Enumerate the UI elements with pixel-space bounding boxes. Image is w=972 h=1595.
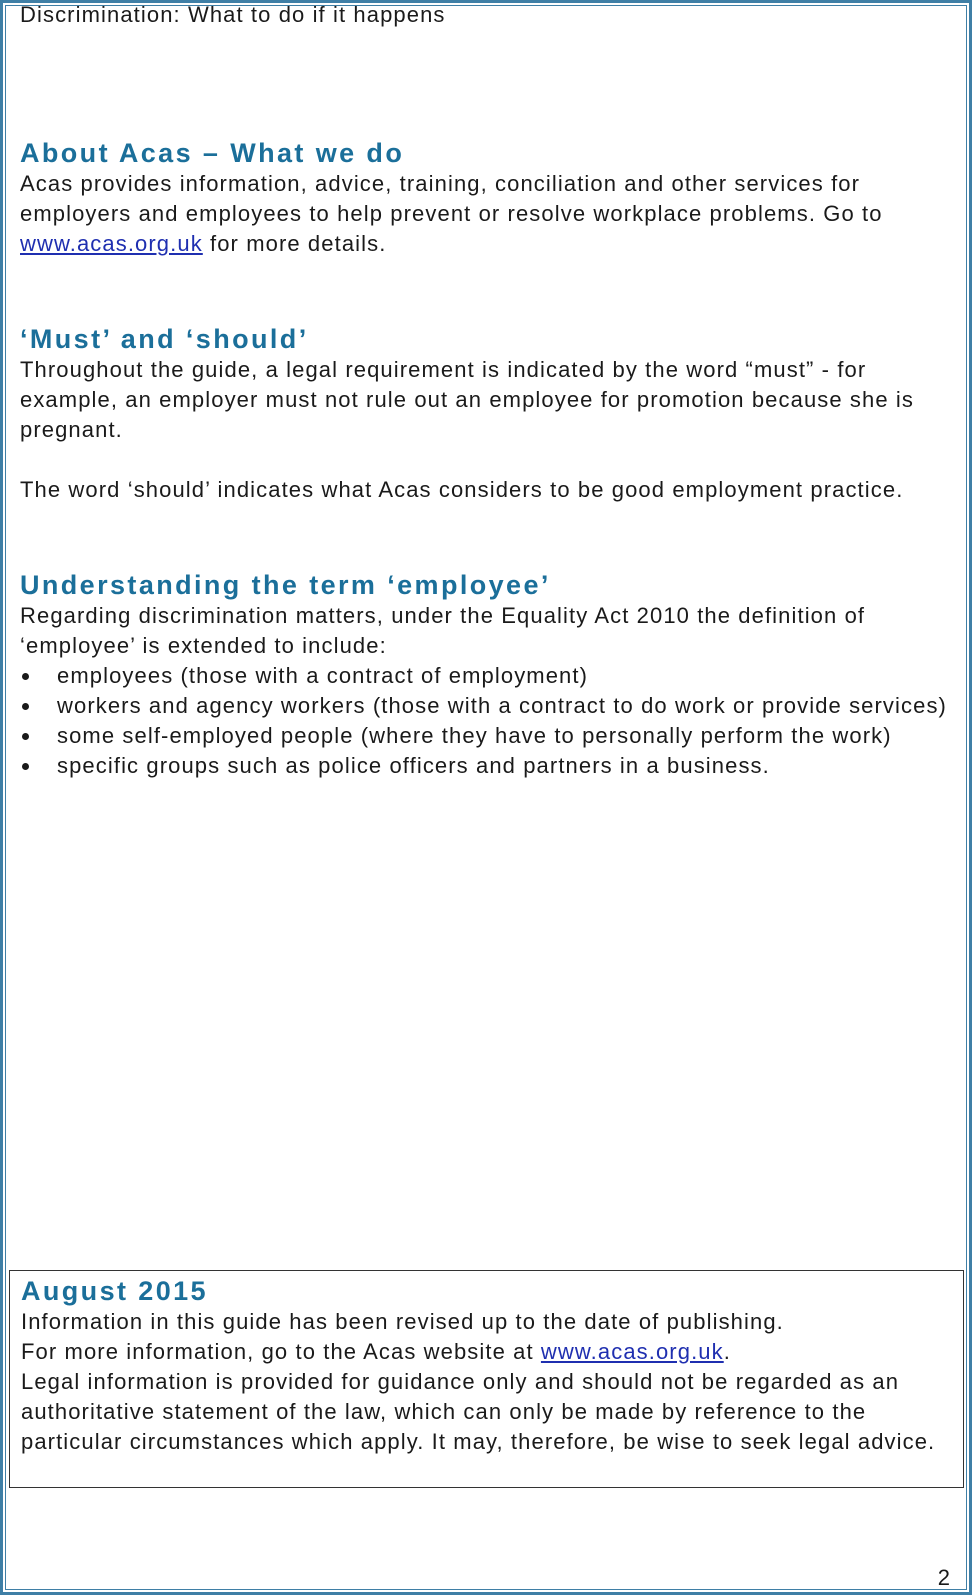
list-item <box>20 721 950 751</box>
list-item <box>20 751 950 781</box>
list-item-text: workers and agency workers (those with a contract to do work or provide services) <box>57 693 947 718</box>
must-should-section <box>20 323 950 505</box>
notice-content <box>21 1275 951 1457</box>
notice-line-2-start: For more information, go to the Acas website at <box>21 1339 541 1364</box>
about-text-start: Acas provides information, advice, training, conciliation and other services for employers and employees to help prevent or resolve workplace problems. Go to <box>20 171 883 226</box>
bullet-icon <box>22 733 29 740</box>
must-should-para-1: Throughout the guide, a legal requirement is indicated by the word “must” - for example, an employer must not rule out an employee for promotion because she is pregnant. <box>20 357 915 442</box>
about-section <box>20 137 950 259</box>
about-heading: About Acas – What we do <box>20 138 405 168</box>
notice-line-2 <box>21 1337 951 1367</box>
list-item <box>20 661 950 691</box>
page-number: 2 <box>937 1565 950 1590</box>
bullet-icon <box>22 673 29 680</box>
notice-line-2-end: . <box>723 1339 731 1364</box>
must-should-heading: ‘Must’ and ‘should’ <box>20 324 309 354</box>
list-item-text: specific groups such as police officers and partners in a business. <box>57 753 770 778</box>
list-item-text: employees (those with a contract of employment) <box>57 663 589 688</box>
notice-line-3: Legal information is provided for guidance only and should not be regarded as an authoritative statement of the law, which can only be made by reference to the particular circumstances which apply. It may, therefore, be wise to seek legal advice. <box>21 1369 936 1454</box>
about-text-end: for more details. <box>202 231 387 256</box>
employee-section <box>20 569 950 781</box>
employee-intro: Regarding discrimination matters, under the Equality Act 2010 the definition of ‘employee’ is extended to include: <box>20 603 866 658</box>
employee-heading: Understanding the term ‘employee’ <box>20 570 551 600</box>
publication-notice-box <box>9 1270 964 1488</box>
running-head: Discrimination: What to do if it happens <box>20 2 446 27</box>
notice-acas-link[interactable]: www.acas.org.uk <box>540 1339 724 1364</box>
employee-list <box>20 661 950 781</box>
notice-heading: August 2015 <box>21 1276 208 1306</box>
list-item-text: some self-employed people (where they have to personally perform the work) <box>57 723 892 748</box>
acas-link[interactable]: www.acas.org.uk <box>20 231 203 256</box>
bullet-icon <box>22 763 29 770</box>
notice-line-1: Information in this guide has been revised up to the date of publishing. <box>21 1309 784 1334</box>
list-item <box>20 691 950 721</box>
must-should-para-2: The word ‘should’ indicates what Acas considers to be good employment practice. <box>20 477 904 502</box>
bullet-icon <box>22 703 29 710</box>
about-text <box>20 169 950 259</box>
